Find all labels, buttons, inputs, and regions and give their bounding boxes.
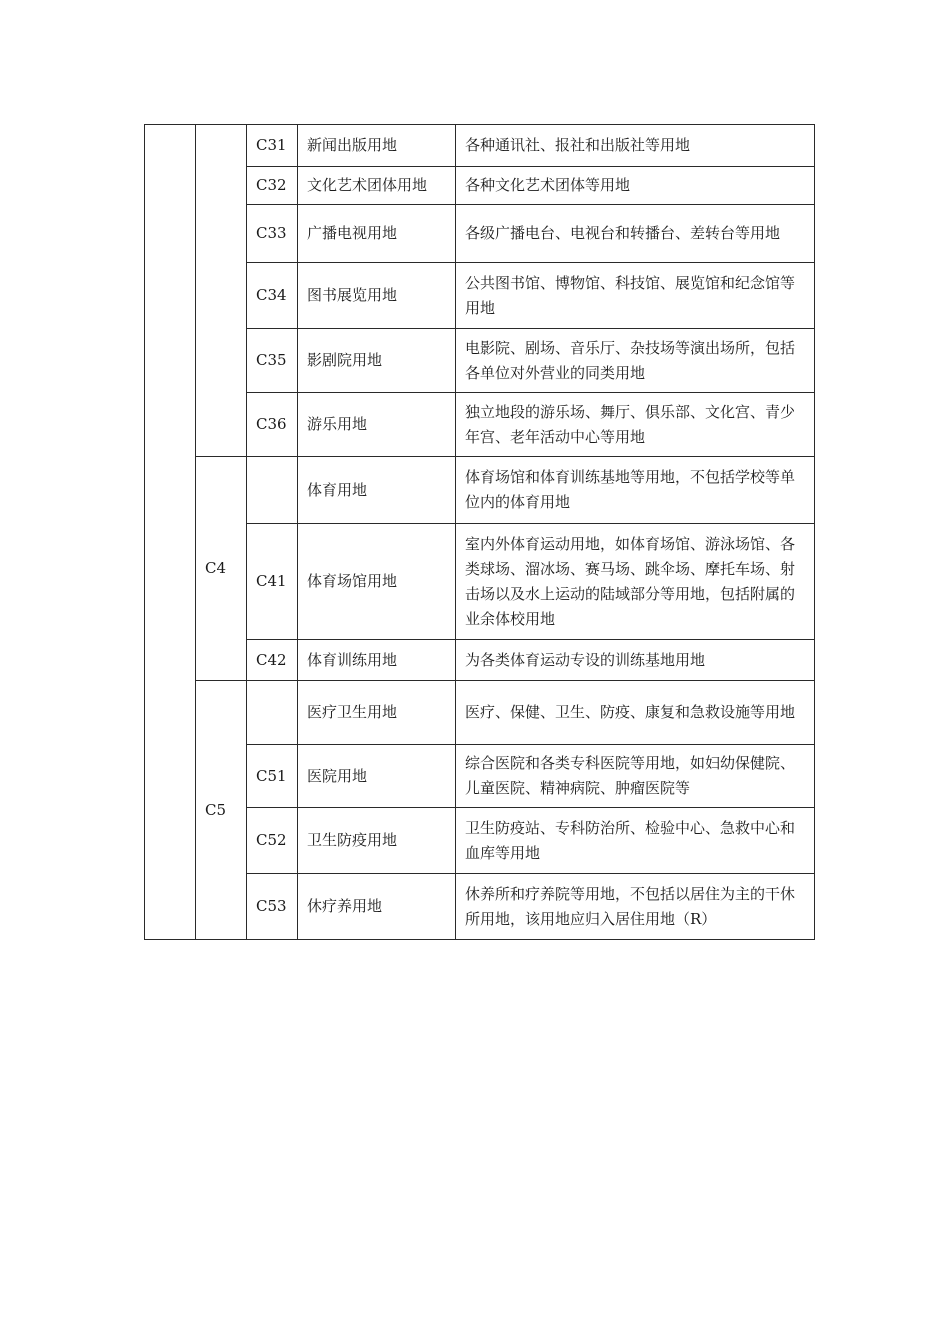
code-cell: C53 <box>247 874 298 940</box>
name-cell: 影剧院用地 <box>298 329 456 393</box>
group-code-cell: C5 <box>196 681 247 940</box>
code-cell: C52 <box>247 808 298 874</box>
name-cell: 医疗卫生用地 <box>298 681 456 745</box>
code-cell: C36 <box>247 393 298 457</box>
content-cell: 电影院、剧场、音乐厅、杂技场等演出场所，包括各单位对外营业的同类用地 <box>456 329 815 393</box>
name-cell: 广播电视用地 <box>298 205 456 263</box>
code-cell: C51 <box>247 745 298 808</box>
content-cell: 综合医院和各类专科医院等用地，如妇幼保健院、儿童医院、精神病院、肿瘤医院等 <box>456 745 815 808</box>
content-cell: 卫生防疫站、专科防治所、检验中心、急救中心和血库等用地 <box>456 808 815 874</box>
content-cell: 独立地段的游乐场、舞厅、俱乐部、文化宫、青少年宫、老年活动中心等用地 <box>456 393 815 457</box>
code-cell: C32 <box>247 167 298 205</box>
code-cell: C42 <box>247 640 298 681</box>
name-cell: 体育训练用地 <box>298 640 456 681</box>
content-cell: 各种通讯社、报社和出版社等用地 <box>456 125 815 167</box>
name-cell: 新闻出版用地 <box>298 125 456 167</box>
name-cell: 卫生防疫用地 <box>298 808 456 874</box>
content-cell: 各种文化艺术团体等用地 <box>456 167 815 205</box>
code-cell: C41 <box>247 524 298 640</box>
major-category-cell <box>145 125 196 940</box>
content-cell: 体育场馆和体育训练基地等用地，不包括学校等单位内的体育用地 <box>456 457 815 524</box>
name-cell: 游乐用地 <box>298 393 456 457</box>
code-cell: C33 <box>247 205 298 263</box>
code-cell <box>247 457 298 524</box>
name-cell: 图书展览用地 <box>298 263 456 329</box>
land-use-table <box>144 124 815 940</box>
medium-category-cell <box>196 125 247 457</box>
code-cell: C34 <box>247 263 298 329</box>
content-cell: 各级广播电台、电视台和转播台、差转台等用地 <box>456 205 815 263</box>
name-cell: 医院用地 <box>298 745 456 808</box>
code-cell: C35 <box>247 329 298 393</box>
table-row <box>145 457 815 524</box>
code-cell <box>247 681 298 745</box>
content-cell: 为各类体育运动专设的训练基地用地 <box>456 640 815 681</box>
content-cell: 室内外体育运动用地，如体育场馆、游泳场馆、各类球场、溜冰场、赛马场、跳伞场、摩托车场、射击场以及水上运动的陆域部分等用地，包括附属的业余体校用地 <box>456 524 815 640</box>
table-row <box>145 681 815 745</box>
name-cell: 体育场馆用地 <box>298 524 456 640</box>
code-cell: C31 <box>247 125 298 167</box>
table-row <box>145 125 815 167</box>
content-cell: 公共图书馆、博物馆、科技馆、展览馆和纪念馆等用地 <box>456 263 815 329</box>
name-cell: 文化艺术团体用地 <box>298 167 456 205</box>
name-cell: 休疗养用地 <box>298 874 456 940</box>
group-code-cell: C4 <box>196 457 247 681</box>
content-cell: 休养所和疗养院等用地，不包括以居住为主的干休所用地，该用地应归入居住用地（R） <box>456 874 815 940</box>
content-cell: 医疗、保健、卫生、防疫、康复和急救设施等用地 <box>456 681 815 745</box>
name-cell: 体育用地 <box>298 457 456 524</box>
